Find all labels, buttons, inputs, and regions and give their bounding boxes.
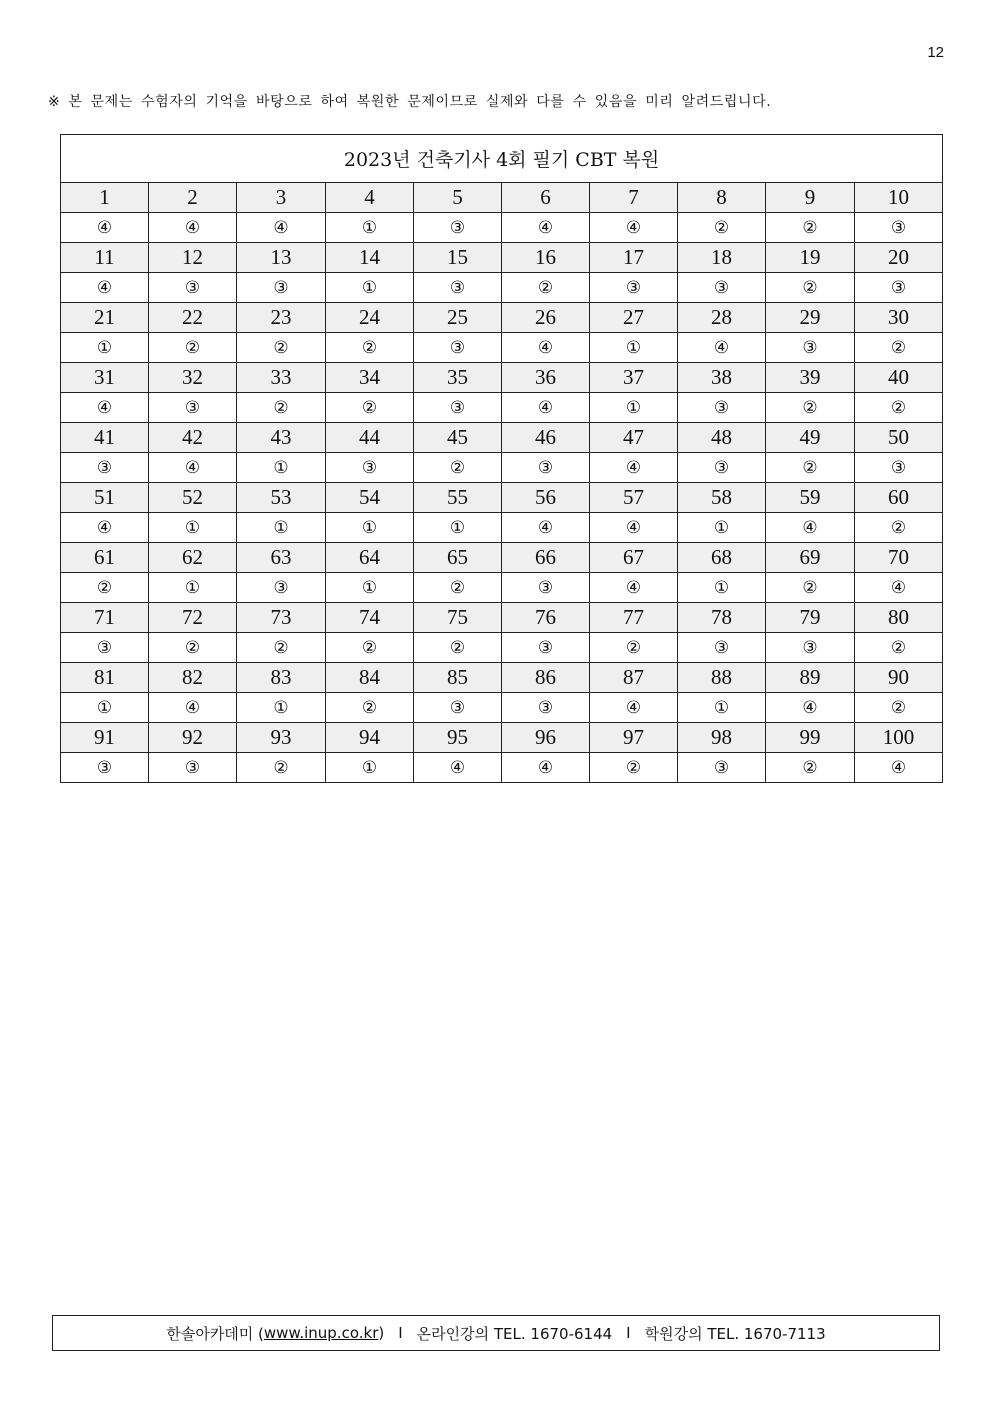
answer-cell: ③ <box>678 633 766 663</box>
answer-cell: ④ <box>590 513 678 543</box>
question-number-cell: 95 <box>414 723 502 753</box>
answer-cell: ② <box>766 273 855 303</box>
answer-cell: ④ <box>502 513 590 543</box>
question-number-cell: 33 <box>237 363 326 393</box>
answer-cell: ① <box>237 693 326 723</box>
question-number-cell: 76 <box>502 603 590 633</box>
answer-cell: ② <box>502 273 590 303</box>
footer-academy-suffix: ) <box>378 1324 385 1342</box>
footer-separator: I <box>398 1324 403 1342</box>
question-number-cell: 16 <box>502 243 590 273</box>
answer-row <box>61 333 943 363</box>
answer-cell: ③ <box>766 633 855 663</box>
question-number-row <box>61 483 943 513</box>
question-number-cell: 39 <box>766 363 855 393</box>
answer-cell: ④ <box>149 453 237 483</box>
question-number-cell: 54 <box>326 483 414 513</box>
answer-cell: ② <box>590 633 678 663</box>
question-number-cell: 78 <box>678 603 766 633</box>
answer-cell: ① <box>326 573 414 603</box>
answer-cell: ④ <box>149 213 237 243</box>
answer-cell: ① <box>414 513 502 543</box>
question-number-cell: 58 <box>678 483 766 513</box>
answer-cell: ① <box>149 513 237 543</box>
answer-cell: ④ <box>502 333 590 363</box>
answer-cell: ③ <box>149 393 237 423</box>
question-number-row <box>61 303 943 333</box>
question-number-cell: 29 <box>766 303 855 333</box>
answer-row <box>61 213 943 243</box>
question-number-cell: 22 <box>149 303 237 333</box>
website-link[interactable]: www.inup.co.kr <box>263 1324 379 1342</box>
answer-cell: ④ <box>678 333 766 363</box>
question-number-cell: 60 <box>855 483 943 513</box>
answer-key-table <box>60 134 943 783</box>
answer-cell: ③ <box>502 453 590 483</box>
question-number-cell: 38 <box>678 363 766 393</box>
answer-cell: ① <box>61 693 149 723</box>
question-number-cell: 11 <box>61 243 149 273</box>
question-number-cell: 53 <box>237 483 326 513</box>
answer-cell: ② <box>326 633 414 663</box>
answer-cell: ① <box>678 693 766 723</box>
answer-cell: ② <box>326 393 414 423</box>
question-number-row <box>61 243 943 273</box>
answer-cell: ② <box>237 633 326 663</box>
answer-cell: ③ <box>502 633 590 663</box>
question-number-cell: 37 <box>590 363 678 393</box>
question-number-cell: 41 <box>61 423 149 453</box>
question-number-cell: 47 <box>590 423 678 453</box>
question-number-row <box>61 603 943 633</box>
answer-cell: ③ <box>678 273 766 303</box>
answer-cell: ④ <box>149 693 237 723</box>
answer-row <box>61 513 943 543</box>
answer-cell: ④ <box>766 693 855 723</box>
question-number-cell: 79 <box>766 603 855 633</box>
answer-cell: ② <box>855 333 943 363</box>
footer-offline-phone: 학원강의 TEL. 1670-7113 <box>644 1324 826 1343</box>
question-number-row <box>61 663 943 693</box>
answer-cell: ② <box>237 333 326 363</box>
question-number-cell: 83 <box>237 663 326 693</box>
answer-cell: ① <box>237 513 326 543</box>
question-number-cell: 10 <box>855 183 943 213</box>
answer-cell: ④ <box>414 753 502 783</box>
answer-cell: ① <box>678 513 766 543</box>
answer-cell: ② <box>766 453 855 483</box>
answer-cell: ③ <box>414 333 502 363</box>
answer-cell: ① <box>326 753 414 783</box>
answer-row <box>61 633 943 663</box>
question-number-row <box>61 423 943 453</box>
answer-cell: ② <box>149 333 237 363</box>
question-number-cell: 48 <box>678 423 766 453</box>
answer-cell: ② <box>237 753 326 783</box>
question-number-cell: 17 <box>590 243 678 273</box>
question-number-cell: 66 <box>502 543 590 573</box>
answer-cell: ③ <box>326 453 414 483</box>
answer-cell: ③ <box>678 453 766 483</box>
question-number-cell: 96 <box>502 723 590 753</box>
answer-cell: ④ <box>590 453 678 483</box>
question-number-cell: 36 <box>502 363 590 393</box>
question-number-cell: 59 <box>766 483 855 513</box>
question-number-cell: 92 <box>149 723 237 753</box>
question-number-cell: 32 <box>149 363 237 393</box>
question-number-cell: 64 <box>326 543 414 573</box>
answer-cell: ③ <box>855 273 943 303</box>
answer-cell: ① <box>326 213 414 243</box>
answer-cell: ④ <box>61 213 149 243</box>
answer-cell: ③ <box>414 693 502 723</box>
answer-cell: ④ <box>766 513 855 543</box>
question-number-cell: 89 <box>766 663 855 693</box>
question-number-row <box>61 723 943 753</box>
question-number-cell: 8 <box>678 183 766 213</box>
question-number-cell: 100 <box>855 723 943 753</box>
table-title: 2023년 건축기사 4회 필기 CBT 복원 <box>61 135 943 183</box>
answer-cell: ② <box>766 753 855 783</box>
answer-cell: ② <box>237 393 326 423</box>
answer-cell: ④ <box>590 693 678 723</box>
answer-cell: ② <box>326 693 414 723</box>
answer-cell: ③ <box>855 213 943 243</box>
answer-cell: ③ <box>237 573 326 603</box>
answer-cell: ④ <box>590 213 678 243</box>
question-number-cell: 63 <box>237 543 326 573</box>
question-number-cell: 69 <box>766 543 855 573</box>
question-number-cell: 24 <box>326 303 414 333</box>
answer-cell: ③ <box>61 753 149 783</box>
answer-cell: ③ <box>237 273 326 303</box>
question-number-cell: 80 <box>855 603 943 633</box>
question-number-cell: 45 <box>414 423 502 453</box>
answer-cell: ③ <box>766 333 855 363</box>
question-number-cell: 90 <box>855 663 943 693</box>
question-number-cell: 42 <box>149 423 237 453</box>
question-number-cell: 72 <box>149 603 237 633</box>
answer-cell: ④ <box>502 393 590 423</box>
answer-cell: ③ <box>149 273 237 303</box>
answer-cell: ③ <box>590 273 678 303</box>
question-number-cell: 7 <box>590 183 678 213</box>
answer-cell: ② <box>414 633 502 663</box>
answer-cell: ④ <box>502 753 590 783</box>
answer-cell: ④ <box>855 573 943 603</box>
question-number-cell: 12 <box>149 243 237 273</box>
answer-cell: ② <box>855 513 943 543</box>
question-number-cell: 87 <box>590 663 678 693</box>
question-number-cell: 26 <box>502 303 590 333</box>
question-number-cell: 4 <box>326 183 414 213</box>
answer-cell: ① <box>678 573 766 603</box>
question-number-cell: 3 <box>237 183 326 213</box>
question-number-row <box>61 363 943 393</box>
question-number-cell: 5 <box>414 183 502 213</box>
question-number-cell: 44 <box>326 423 414 453</box>
answer-cell: ③ <box>678 753 766 783</box>
question-number-cell: 71 <box>61 603 149 633</box>
question-number-cell: 94 <box>326 723 414 753</box>
answer-cell: ④ <box>61 273 149 303</box>
answer-cell: ② <box>678 213 766 243</box>
question-number-cell: 28 <box>678 303 766 333</box>
answer-cell: ① <box>61 333 149 363</box>
question-number-cell: 49 <box>766 423 855 453</box>
question-number-cell: 18 <box>678 243 766 273</box>
question-number-cell: 31 <box>61 363 149 393</box>
question-number-cell: 73 <box>237 603 326 633</box>
question-number-cell: 99 <box>766 723 855 753</box>
question-number-cell: 40 <box>855 363 943 393</box>
question-number-cell: 1 <box>61 183 149 213</box>
question-number-cell: 85 <box>414 663 502 693</box>
question-number-cell: 91 <box>61 723 149 753</box>
question-number-cell: 65 <box>414 543 502 573</box>
question-number-cell: 2 <box>149 183 237 213</box>
answer-cell: ② <box>414 573 502 603</box>
question-number-cell: 14 <box>326 243 414 273</box>
answer-cell: ① <box>326 513 414 543</box>
question-number-cell: 81 <box>61 663 149 693</box>
answer-row <box>61 273 943 303</box>
question-number-cell: 98 <box>678 723 766 753</box>
answer-cell: ④ <box>61 393 149 423</box>
answer-cell: ② <box>326 333 414 363</box>
question-number-cell: 6 <box>502 183 590 213</box>
footer-online-phone: 온라인강의 TEL. 1670-6144 <box>416 1324 613 1343</box>
question-number-cell: 62 <box>149 543 237 573</box>
question-number-cell: 84 <box>326 663 414 693</box>
answer-cell: ④ <box>237 213 326 243</box>
page-number: 12 <box>927 44 944 61</box>
answer-cell: ④ <box>61 513 149 543</box>
answer-cell: ② <box>766 213 855 243</box>
question-number-cell: 82 <box>149 663 237 693</box>
question-number-cell: 70 <box>855 543 943 573</box>
question-number-cell: 20 <box>855 243 943 273</box>
question-number-cell: 61 <box>61 543 149 573</box>
answer-cell: ② <box>414 453 502 483</box>
question-number-cell: 52 <box>149 483 237 513</box>
answer-cell: ③ <box>855 453 943 483</box>
question-number-cell: 27 <box>590 303 678 333</box>
question-number-cell: 9 <box>766 183 855 213</box>
question-number-cell: 13 <box>237 243 326 273</box>
question-number-row <box>61 543 943 573</box>
answer-cell: ② <box>61 573 149 603</box>
question-number-row <box>61 183 943 213</box>
answer-cell: ③ <box>414 213 502 243</box>
answer-cell: ② <box>590 753 678 783</box>
answer-cell: ② <box>766 393 855 423</box>
answer-row <box>61 693 943 723</box>
question-number-cell: 93 <box>237 723 326 753</box>
answer-cell: ① <box>590 333 678 363</box>
question-number-cell: 21 <box>61 303 149 333</box>
question-number-cell: 23 <box>237 303 326 333</box>
question-number-cell: 97 <box>590 723 678 753</box>
answer-cell: ① <box>590 393 678 423</box>
answer-cell: ③ <box>678 393 766 423</box>
question-number-cell: 86 <box>502 663 590 693</box>
question-number-cell: 34 <box>326 363 414 393</box>
question-number-cell: 43 <box>237 423 326 453</box>
answer-cell: ② <box>855 393 943 423</box>
question-number-cell: 68 <box>678 543 766 573</box>
footer-bar <box>52 1315 940 1351</box>
answer-row <box>61 393 943 423</box>
answer-cell: ② <box>855 633 943 663</box>
question-number-cell: 74 <box>326 603 414 633</box>
footer-academy-prefix: 한솔아카데미 ( <box>166 1324 264 1343</box>
question-number-cell: 19 <box>766 243 855 273</box>
question-number-cell: 67 <box>590 543 678 573</box>
answer-cell: ③ <box>61 633 149 663</box>
question-number-cell: 30 <box>855 303 943 333</box>
answer-cell: ② <box>766 573 855 603</box>
question-number-cell: 25 <box>414 303 502 333</box>
question-number-cell: 75 <box>414 603 502 633</box>
answer-cell: ③ <box>502 573 590 603</box>
answer-cell: ① <box>149 573 237 603</box>
answer-cell: ③ <box>414 273 502 303</box>
answer-row <box>61 453 943 483</box>
answer-cell: ② <box>855 693 943 723</box>
question-number-cell: 88 <box>678 663 766 693</box>
footer-separator: I <box>626 1324 631 1342</box>
answer-cell: ③ <box>61 453 149 483</box>
disclaimer-notice: ※ 본 문제는 수험자의 기억을 바탕으로 하여 복원한 문제이므로 실제와 다를 수 있음을 미리 알려드립니다. <box>48 94 772 110</box>
question-number-cell: 57 <box>590 483 678 513</box>
answer-row <box>61 753 943 783</box>
answer-cell: ④ <box>590 573 678 603</box>
answer-row <box>61 573 943 603</box>
answer-cell: ③ <box>149 753 237 783</box>
answer-cell: ③ <box>414 393 502 423</box>
answer-cell: ④ <box>855 753 943 783</box>
question-number-cell: 51 <box>61 483 149 513</box>
answer-cell: ③ <box>502 693 590 723</box>
answer-cell: ① <box>326 273 414 303</box>
question-number-cell: 46 <box>502 423 590 453</box>
answer-cell: ② <box>149 633 237 663</box>
question-number-cell: 77 <box>590 603 678 633</box>
question-number-cell: 56 <box>502 483 590 513</box>
question-number-cell: 15 <box>414 243 502 273</box>
question-number-cell: 50 <box>855 423 943 453</box>
answer-cell: ④ <box>502 213 590 243</box>
question-number-cell: 35 <box>414 363 502 393</box>
answer-cell: ① <box>237 453 326 483</box>
question-number-cell: 55 <box>414 483 502 513</box>
